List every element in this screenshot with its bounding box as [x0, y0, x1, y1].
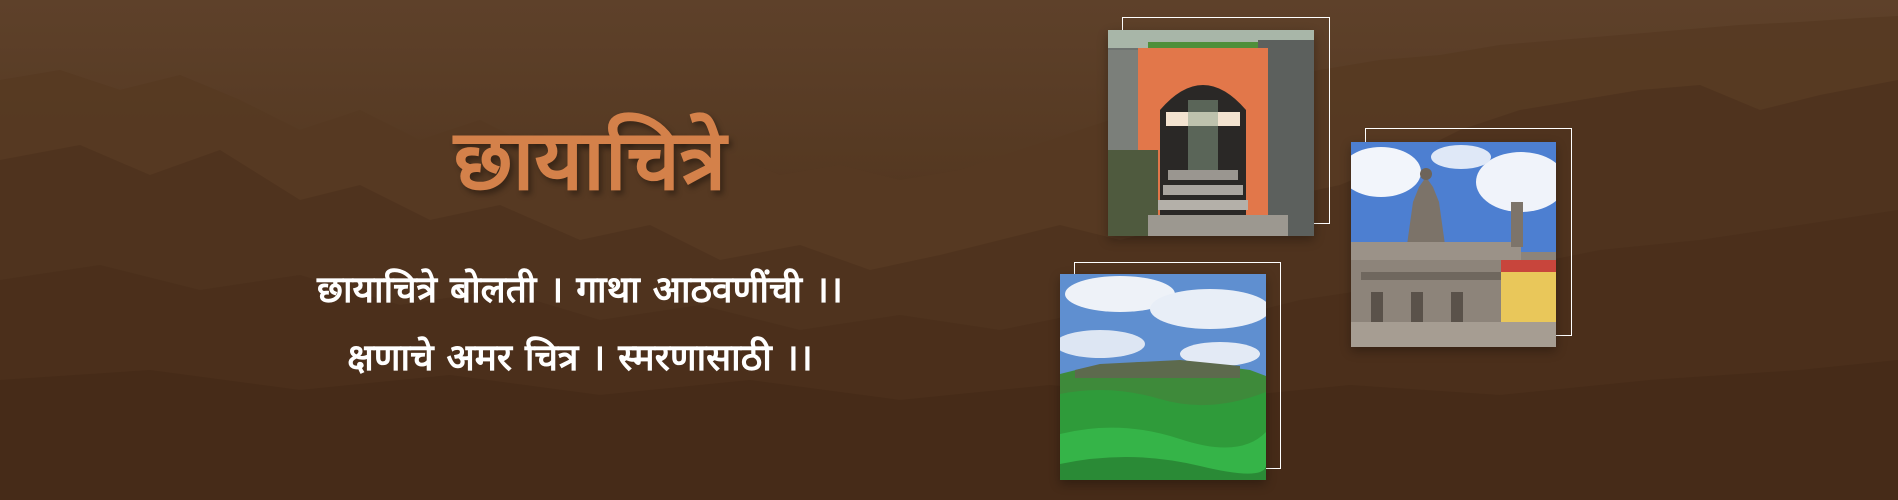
archway-icon [1108, 30, 1314, 236]
temple-icon [1351, 142, 1556, 347]
temple-photo [1351, 142, 1556, 347]
green-hill-fort-photo [1060, 274, 1266, 480]
fort-gate-photo [1108, 30, 1314, 236]
hill-icon [1060, 274, 1266, 480]
page-title: छायाचित्रे [453, 111, 727, 209]
verse-line-2: क्षणाचे अमर चित्र । स्मरणासाठी ।। [347, 336, 813, 379]
verse-line-1: छायाचित्रे बोलती । गाथा आठवणींची ।। [317, 268, 843, 311]
